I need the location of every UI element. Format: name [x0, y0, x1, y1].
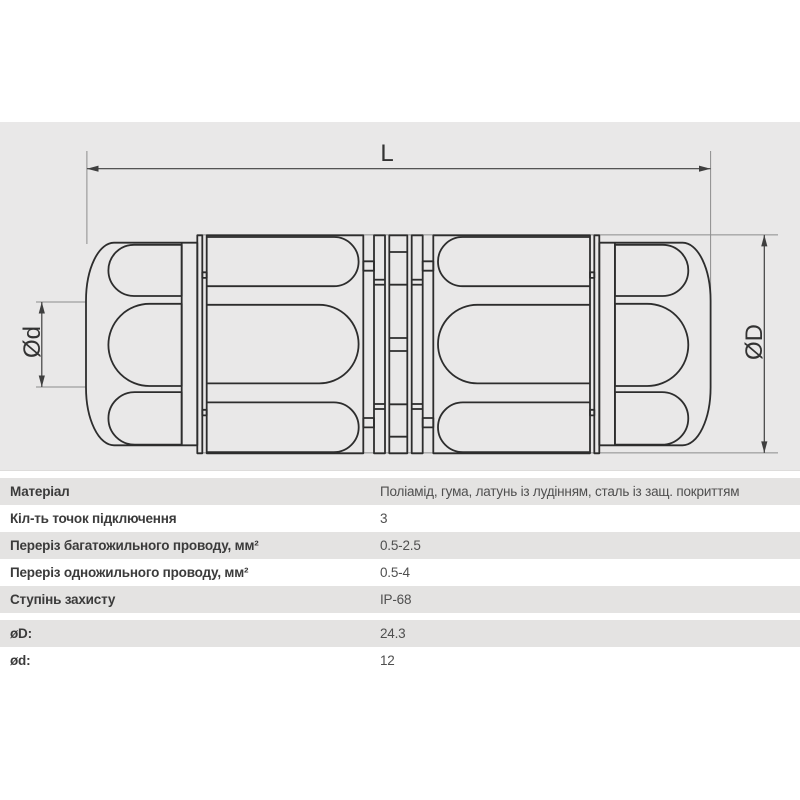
dimension-value: 12 — [380, 653, 395, 668]
dimension-value: 24.3 — [380, 626, 406, 641]
table-row — [0, 532, 800, 559]
left-flange — [197, 235, 206, 453]
dimensions-table — [0, 620, 800, 674]
spec-label: Ступінь захисту — [10, 592, 116, 607]
connector-diagram — [0, 122, 800, 470]
dim-label-outer-diameter: ØD — [741, 324, 768, 360]
spec-value: 3 — [380, 511, 388, 526]
table-row — [0, 478, 800, 505]
dimension-lines — [39, 166, 768, 453]
spec-label: Переріз багатожильного проводу, мм² — [10, 538, 259, 553]
left-gland — [86, 243, 197, 446]
table-row — [0, 505, 800, 532]
table-row — [0, 620, 800, 647]
right-gland — [599, 243, 710, 446]
dimension-label: ød: — [10, 653, 31, 668]
right-body-block — [433, 235, 590, 453]
spec-value: 0.5-2.5 — [380, 538, 421, 553]
center-coupling — [363, 235, 433, 453]
connector-body — [86, 235, 711, 453]
spec-label: Переріз одножильного проводу, мм² — [10, 565, 249, 580]
spec-value: IP-68 — [380, 592, 412, 607]
spec-value: Поліамід, гума, латунь із лудінням, сталь із защ. покриттям — [380, 484, 740, 499]
dimension-label: øD: — [10, 626, 32, 641]
right-flange — [590, 235, 599, 453]
table-row — [0, 586, 800, 613]
spec-label: Кіл-ть точок підключення — [10, 511, 177, 526]
left-body-block — [207, 235, 364, 453]
table-row — [0, 647, 800, 674]
table-row — [0, 559, 800, 586]
spec-value: 0.5-4 — [380, 565, 410, 580]
dim-label-length: L — [380, 140, 394, 167]
specs-table — [0, 478, 800, 613]
technical-drawing-panel — [0, 122, 800, 471]
dim-label-cable-diameter: Ød — [19, 325, 46, 359]
spec-label: Матеріал — [10, 484, 70, 499]
